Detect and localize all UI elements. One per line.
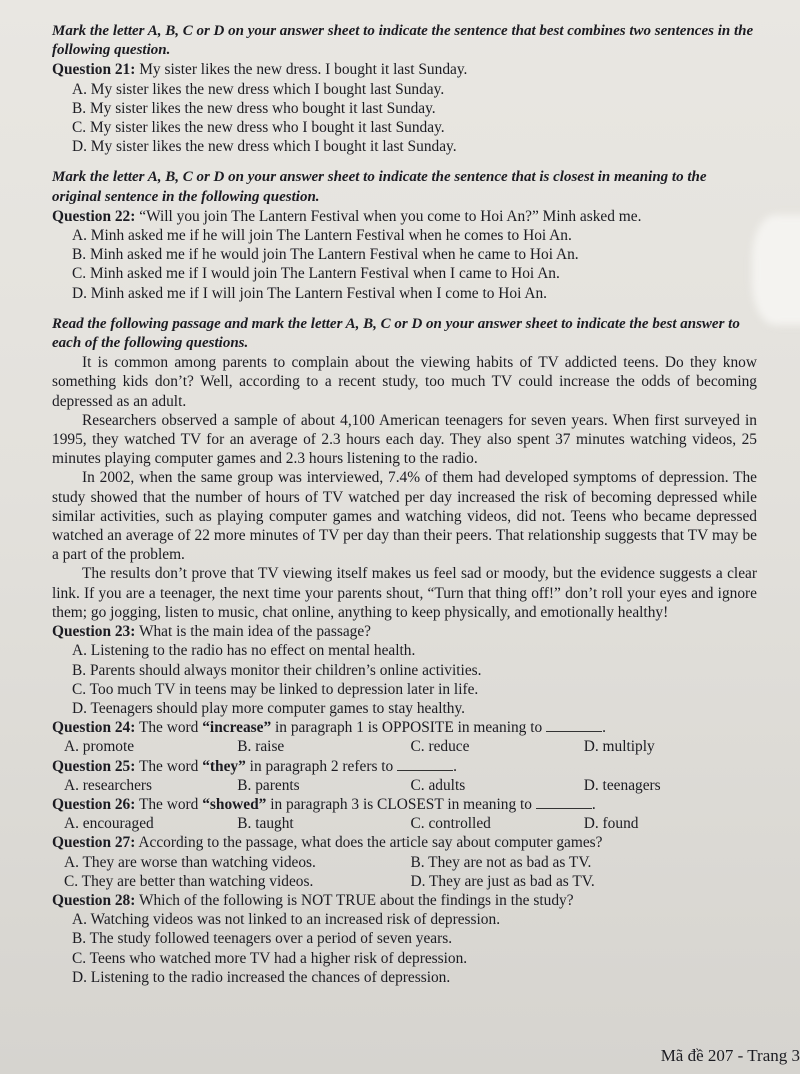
question-label: Question 21: <box>52 61 136 79</box>
option-a[interactable]: A. promote <box>64 738 135 756</box>
question-21 <box>52 60 757 79</box>
question-25: Question 25: The word “they” in paragraph 2 refers to . <box>52 757 457 775</box>
question-keyword: “showed” <box>202 795 267 813</box>
option-b[interactable]: B. parents <box>237 776 300 794</box>
section-instruction: Mark the letter A, B, C or D on your answer sheet to indicate the sentence that best combines two sentences in the following question. <box>52 23 754 59</box>
option-a[interactable]: A. They are worse than watching videos. <box>64 853 316 871</box>
option-d[interactable]: D. Minh asked me if I will join The Lantern Festival when I come to Hoi An. <box>72 284 548 302</box>
option-c[interactable]: C. Teens who watched more TV had a higher risk of depression. <box>72 949 468 967</box>
paper-glare <box>752 215 800 325</box>
passage-paragraph-3: In 2002, when the same group was interviewed, 7.4% of them had developed symptoms of depression. The study showed that the number of hours of TV watched per day increased the risk of becoming depressed while similar activities, such as playing computer games and watching videos, did not. Teens who became depressed watched an average of 22 more minutes of TV per day than their peers. That relationship suggests that TV may be a part of the problem. <box>52 469 757 564</box>
options-row <box>52 776 757 795</box>
question-text-after: in paragraph 3 is CLOSEST in meaning to <box>266 795 532 813</box>
option-a[interactable]: A. researchers <box>64 776 153 794</box>
option-d[interactable]: D. multiply <box>583 738 655 756</box>
section-instruction: Mark the letter A, B, C or D on your answer sheet to indicate the sentence that is closest in meaning to the original sentence in the following question. <box>52 169 707 205</box>
option-c[interactable]: C. reduce <box>410 738 470 756</box>
option-b[interactable]: B. raise <box>237 738 285 756</box>
question-text-before: The word <box>138 795 203 813</box>
options-row <box>52 853 757 872</box>
question-label: Question 28: <box>52 891 136 909</box>
answer-blank <box>397 758 453 771</box>
option-c[interactable]: C. They are better than watching videos. <box>64 872 314 890</box>
question-keyword: “they” <box>202 757 246 775</box>
option-a[interactable]: A. Listening to the radio has no effect on mental health. <box>72 642 416 660</box>
question-text: According to the passage, what does the article say about computer games? <box>138 834 603 852</box>
option-d[interactable]: D. They are just as bad as TV. <box>410 872 595 890</box>
option-c[interactable]: C. adults <box>410 776 466 794</box>
passage-paragraph-2: Researchers observed a sample of about 4,100 American teenagers for seven years. When first surveyed in 1995, they watched TV for an average of 2.3 hours each day. They also spent 37 minutes watching videos, 25 minutes playing computer games and 2.3 hours listening to the radio. <box>52 411 757 468</box>
question-keyword: “increase” <box>202 719 272 737</box>
question-label: Question 27: <box>52 834 136 852</box>
option-c[interactable]: C. Too much TV in teens may be linked to depression later in life. <box>72 680 479 698</box>
passage-paragraph-1: It is common among parents to complain about the viewing habits of TV addicted teens. Do they know something kids don’t? Well, according to a recent study, too much TV could increase the odds of becoming depressed as an adult. <box>52 354 757 410</box>
option-d[interactable]: D. Teenagers should play more computer games to stay healthy. <box>72 699 465 717</box>
question-text-before: The word <box>138 757 203 775</box>
option-b[interactable]: B. taught <box>237 815 294 833</box>
option-a[interactable]: A. Watching videos was not linked to an increased risk of depression. <box>72 911 501 929</box>
option-c[interactable]: C. My sister likes the new dress who I bought it last Sunday. <box>72 119 445 137</box>
question-text: My sister likes the new dress. I bought it last Sunday. <box>139 61 468 79</box>
option-b[interactable]: B. The study followed teenagers over a period of seven years. <box>72 930 453 948</box>
passage-instruction: Read the following passage and mark the letter A, B, C or D on your answer sheet to indicate the best answer to each of the following questions. <box>52 315 740 352</box>
question-text-before: The word <box>138 719 203 737</box>
question-text: What is the main idea of the passage? <box>138 623 372 641</box>
question-label: Question 26: <box>52 795 136 813</box>
option-a[interactable]: A. Minh asked me if he will join The Lantern Festival when he comes to Hoi An. <box>72 227 572 245</box>
option-b[interactable]: B. My sister likes the new dress who bought it last Sunday. <box>72 99 436 117</box>
question-26: Question 26: The word “showed” in paragraph 3 is CLOSEST in meaning to . <box>52 795 596 813</box>
option-c[interactable]: C. Minh asked me if I would join The Lantern Festival when I came to Hoi An. <box>72 265 560 283</box>
question-text: “Will you join The Lantern Festival when you come to Hoi An?” Minh asked me. <box>139 207 642 225</box>
option-b[interactable]: B. They are not as bad as TV. <box>410 853 592 871</box>
option-d[interactable]: D. My sister likes the new dress which I bought it last Sunday. <box>72 138 457 156</box>
passage-paragraph-4: The results don’t prove that TV viewing itself makes us feel sad or moody, but the evidence suggests a clear link. If you are a teenager, the next time your parents shout, “Turn that thing off!” don’t roll your eyes and ignore them; go jogging, listen to music, chat online, anything to keep physically, and emotionally healthy! <box>52 565 757 621</box>
question-label: Question 23: <box>52 623 136 641</box>
exam-content <box>52 22 757 987</box>
option-b[interactable]: B. Minh asked me if he would join The Lantern Festival when he came to Hoi An. <box>72 246 579 264</box>
option-a[interactable]: A. encouraged <box>64 815 154 833</box>
page-footer: Mã đề 207 - Trang 3 <box>660 1046 800 1065</box>
option-d[interactable]: D. Listening to the radio increased the chances of depression. <box>72 968 451 986</box>
question-label: Question 25: <box>52 757 136 775</box>
question-24: Question 24: The word “increase” in paragraph 1 is OPPOSITE in meaning to . <box>52 719 606 737</box>
option-d[interactable]: D. found <box>583 815 639 833</box>
question-text-after: in paragraph 1 is OPPOSITE in meaning to <box>271 719 543 737</box>
question-28 <box>52 891 757 910</box>
question-label: Question 24: <box>52 719 136 737</box>
question-text: Which of the following is NOT TRUE about the findings in the study? <box>138 891 574 909</box>
option-c[interactable]: C. controlled <box>410 815 491 833</box>
question-23 <box>52 622 757 641</box>
options-row <box>52 872 757 891</box>
question-label: Question 22: <box>52 207 136 225</box>
options-row <box>52 737 757 756</box>
answer-blank <box>536 796 592 809</box>
option-d[interactable]: D. teenagers <box>583 776 661 794</box>
answer-blank <box>546 719 602 732</box>
options-row <box>52 814 757 833</box>
question-22 <box>52 207 757 226</box>
option-a[interactable]: A. My sister likes the new dress which I bought last Sunday. <box>72 80 445 98</box>
question-27 <box>52 833 757 852</box>
option-b[interactable]: B. Parents should always monitor their children’s online activities. <box>72 661 482 679</box>
question-text-after: in paragraph 2 refers to <box>245 757 394 775</box>
